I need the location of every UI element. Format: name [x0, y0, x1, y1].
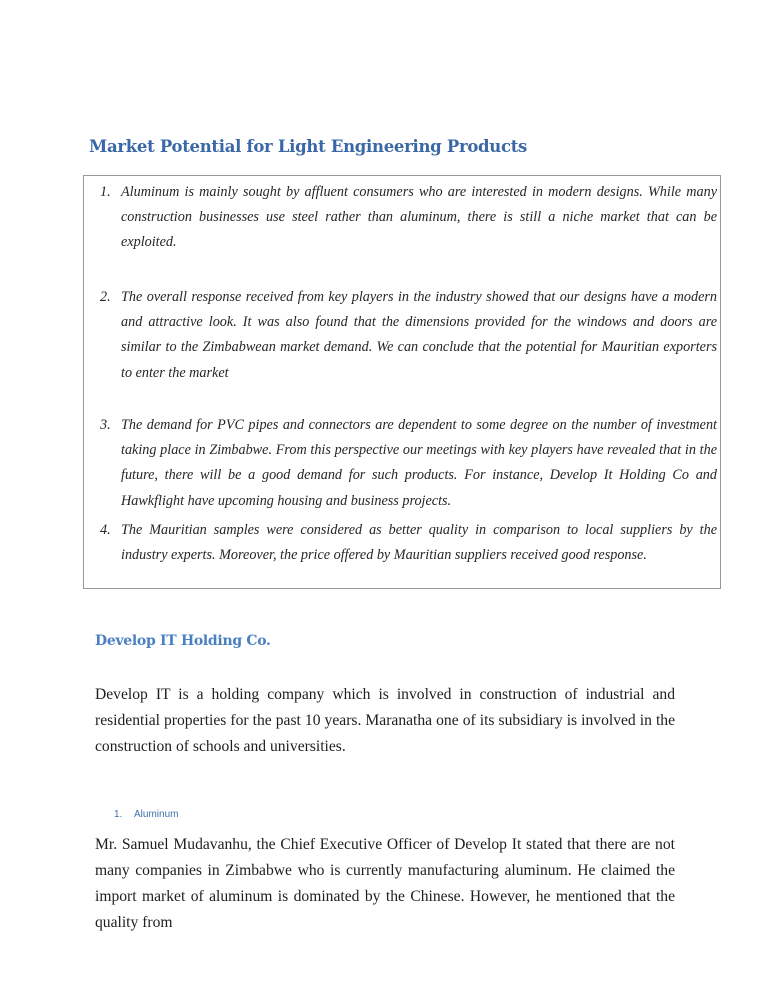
finding-text: The Mauritian samples were considered as better quality in comparison to local suppliers by the industry experts. Moreover, the price offered by Mauritian suppliers received good response.	[121, 522, 717, 564]
section-intro-paragraph: Develop IT is a holding company which is involved in construction of industrial and residential properties for the past 10 years. Maranatha one of its subsidiary is involved in the construction of schools and universities.	[95, 686, 675, 755]
subsection-number: 1.	[114, 809, 123, 820]
finding-number: 3.	[100, 417, 111, 433]
finding-number: 1.	[100, 184, 111, 200]
page-title: Market Potential for Light Engineering Products	[89, 137, 528, 156]
section-heading: Develop IT Holding Co.	[95, 633, 271, 649]
subsection-title: Aluminum	[134, 809, 179, 820]
finding-text: Aluminum is mainly sought by affluent consumers who are interested in modern designs. While many construction businesses use steel rather than aluminum, there is still a niche market that can be exploited.	[121, 184, 717, 251]
subsection-heading-aluminum	[114, 809, 178, 820]
subsection-paragraph-aluminum: Mr. Samuel Mudavanhu, the Chief Executive Officer of Develop It stated that there are not many companies in Zimbabwe who is currently manufacturing aluminum. He claimed the import market of aluminum is dominated by the Chinese. However, he mentioned that the quality from	[95, 836, 675, 931]
finding-text: The overall response received from key players in the industry showed that our designs have a modern and attractive look. It was also found that the dimensions provided for the windows and doors are similar to the Zimbabwean market demand. We can conclude that the potential for Mauritian exporters to enter the market	[121, 289, 717, 381]
finding-number: 2.	[100, 289, 111, 305]
finding-number: 4.	[100, 522, 111, 538]
finding-text: The demand for PVC pipes and connectors are dependent to some degree on the number of investment taking place in Zimbabwe. From this perspective our meetings with key players have revealed that in the future, there will be a good demand for such products. For instance, Develop It Holding Co and Hawkflight have upcoming housing and business projects.	[121, 417, 717, 509]
findings-box	[83, 175, 721, 589]
